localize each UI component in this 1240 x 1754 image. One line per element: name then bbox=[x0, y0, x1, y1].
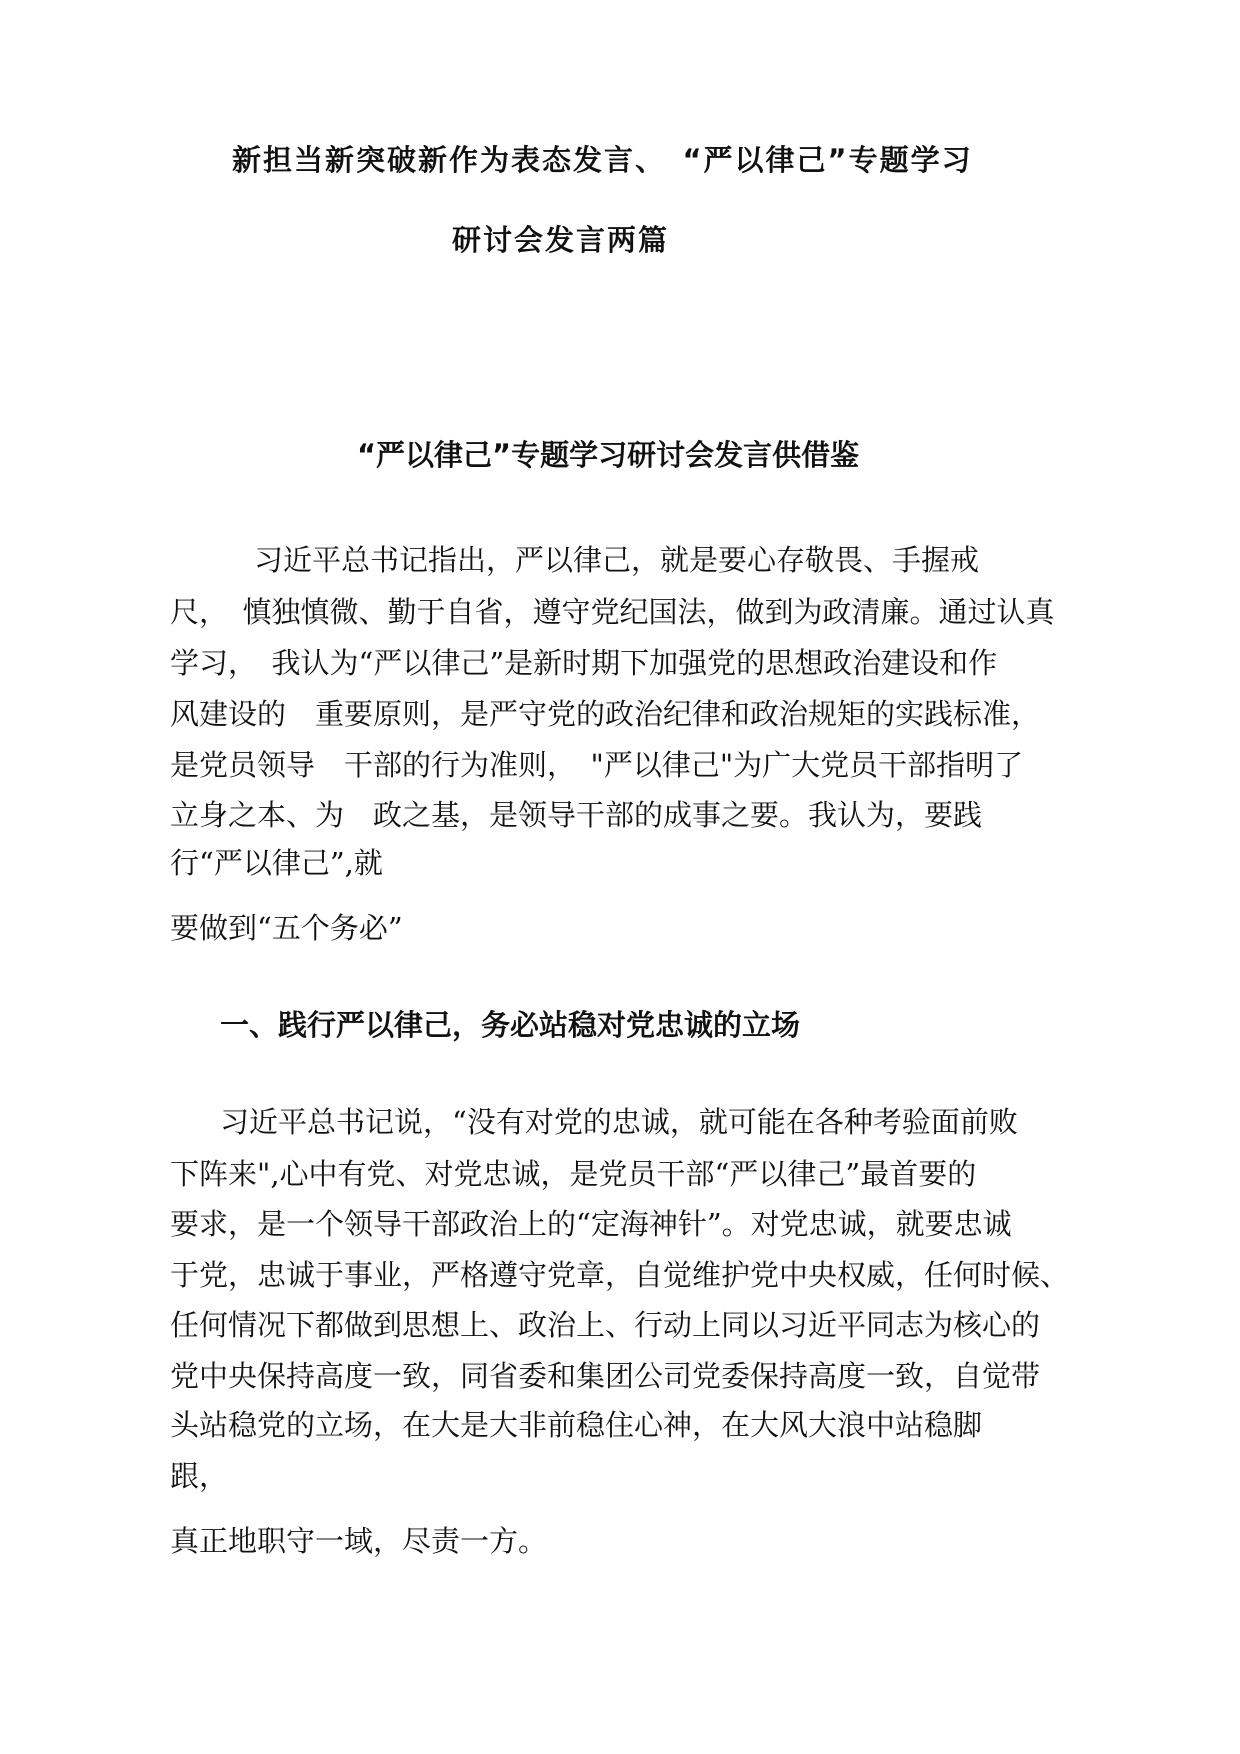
paragraph-line: 下阵来",心中有党、对党忠诚，是党员干部“严以律己”最首要的 bbox=[170, 1157, 977, 1191]
paragraph-line: 要求，是一个领导干部政治上的“定海神针”。对党忠诚，就要忠诚 bbox=[170, 1207, 1012, 1241]
document-title-line-2: 研讨会发言两篇 bbox=[452, 223, 670, 257]
paragraph-line: 学习， 我认为“严以律己”是新时期下加强党的思想政治建设和作 bbox=[170, 646, 998, 680]
paragraph-line: 头站稳党的立场，在大是大非前稳住心神，在大风大浪中站稳脚 bbox=[170, 1408, 983, 1442]
paragraph-line: 习近平总书记说，“没有对党的忠诚，就可能在各种考验面前败 bbox=[220, 1105, 1018, 1139]
paragraph-line: 跟， bbox=[170, 1459, 229, 1493]
paragraph-line: 是党员领导 干部的行为准则， "严以律己"为广大党员干部指明了 bbox=[170, 748, 1024, 782]
section-heading-1: 一、践行严以律己，务必站稳对党忠诚的立场 bbox=[220, 1008, 801, 1042]
paragraph-line: 习近平总书记指出，严以律己，就是要心存敬畏、手握戒 bbox=[254, 543, 980, 577]
document-title-line-1: 新担当新突破新作为表态发言、 “严以律己”专题学习 bbox=[232, 143, 973, 177]
paragraph-line: 要做到“五个务必” bbox=[170, 911, 403, 945]
paragraph-line: 立身之本、为 政之基，是领导干部的成事之要。我认为，要践 bbox=[170, 798, 983, 832]
paragraph-line: 于党，忠诚于事业，严格遵守党章，自觉维护党中央权威，任何时候、 bbox=[170, 1258, 1070, 1292]
paragraph-line: 任何情况下都做到思想上、政治上、行动上同以习近平同志为核心的 bbox=[170, 1308, 1041, 1342]
paragraph-line: 真正地职守一域，尽责一方。 bbox=[170, 1524, 548, 1558]
paragraph-line: 尺， 慎独慎微、勤于自省，遵守党纪国法，做到为政清廉。通过认真 bbox=[170, 595, 1055, 629]
section-title: “严以律己”专题学习研讨会发言供借鉴 bbox=[357, 438, 860, 472]
paragraph-line: 行“严以律己”,就 bbox=[170, 846, 383, 880]
paragraph-line: 党中央保持高度一致，同省委和集团公司党委保持高度一致，自觉带 bbox=[170, 1359, 1041, 1393]
paragraph-line: 风建设的 重要原则，是严守党的政治纪律和政治规矩的实践标准， bbox=[170, 697, 1041, 731]
